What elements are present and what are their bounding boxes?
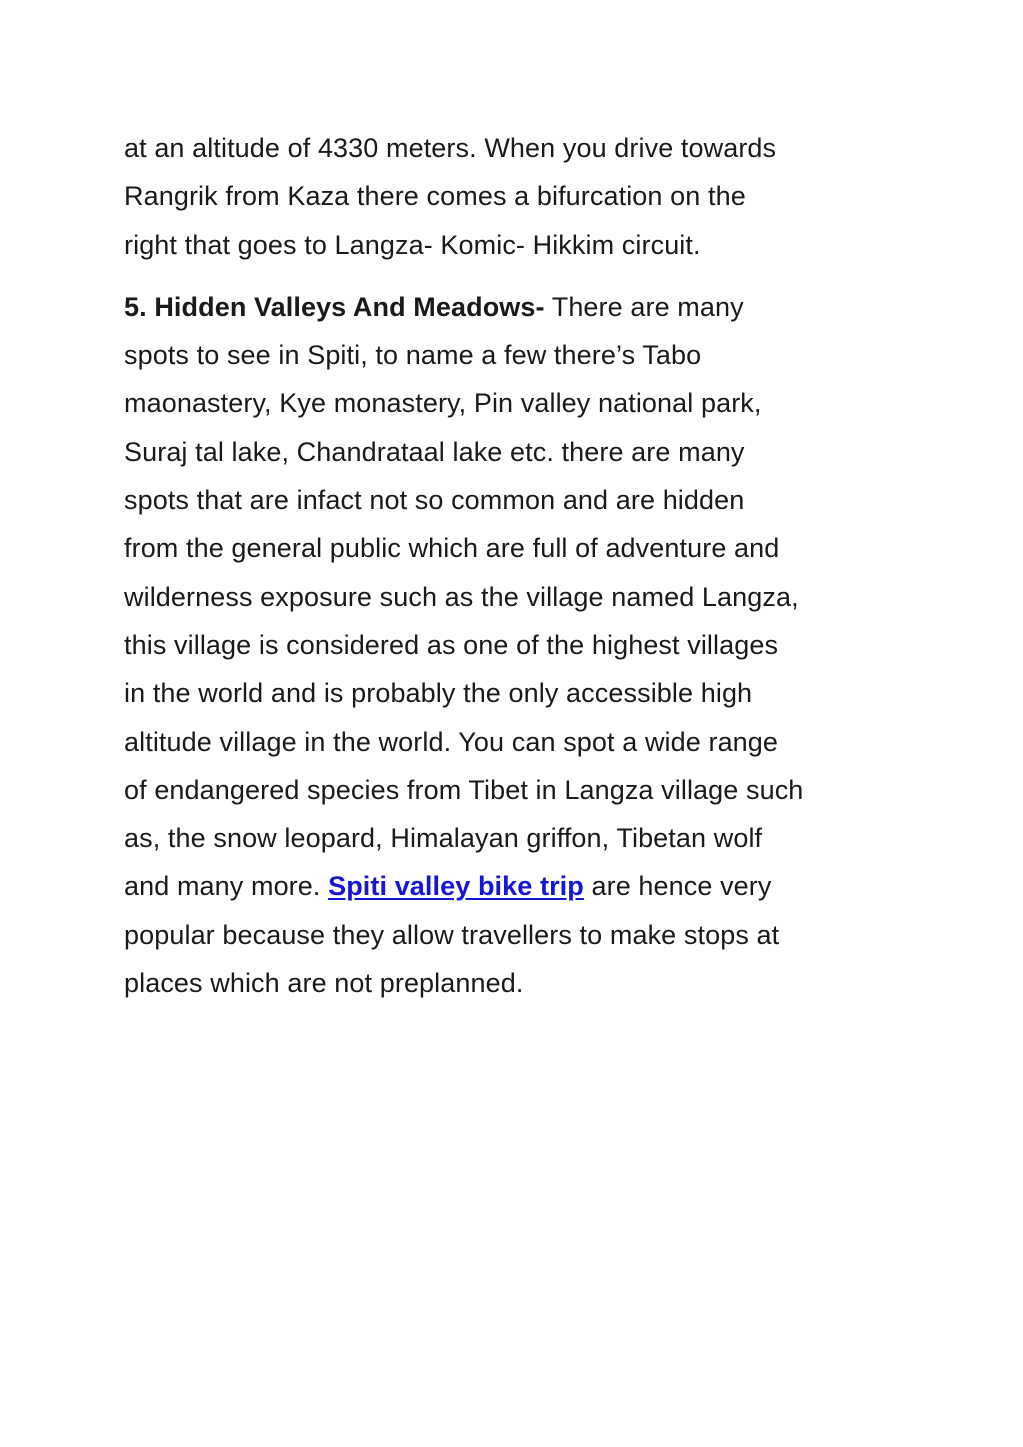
text-line: at an altitude of 4330 meters. When you drive towards xyxy=(124,133,777,163)
text-line xyxy=(124,862,914,910)
text-line: places which are not preplanned. xyxy=(124,968,524,999)
text-line: this village is considered as one of the highest villages xyxy=(124,629,779,660)
text-line: maonastery, Kye monastery, Pin valley national park, xyxy=(124,388,762,419)
text-line: altitude village in the world. You can spot a wide range xyxy=(124,726,779,757)
spiti-valley-bike-trip-link[interactable]: Spiti valley bike trip xyxy=(328,871,584,902)
text-line: right that goes to Langza- Komic- Hikkim circuit. xyxy=(124,229,701,260)
text-line: wilderness exposure such as the village named Langza, xyxy=(124,581,799,612)
text-fragment: are hence very xyxy=(583,871,772,902)
text-line: spots that are infact not so common and are hidden xyxy=(124,485,745,516)
text-line: spots to see in Spiti, to name a few there’s Tabo xyxy=(124,340,702,371)
text-line: of endangered species from Tibet in Langza village such xyxy=(124,774,804,805)
text-line: Rangrik from Kaza there comes a bifurcation on the xyxy=(124,181,746,212)
text-line: Suraj tal lake, Chandrataal lake etc. there are many xyxy=(124,436,745,467)
text-fragment: and many more. xyxy=(124,871,329,902)
text-line xyxy=(124,283,914,331)
section-heading: 5. Hidden Valleys And Meadows- xyxy=(124,291,545,322)
text-fragment: There are many xyxy=(544,291,744,322)
paragraph-altitude xyxy=(124,124,914,269)
paragraph-hidden-valleys xyxy=(124,283,914,1007)
document-body xyxy=(124,124,914,1007)
text-line: from the general public which are full of adventure and xyxy=(124,533,780,564)
text-line: popular because they allow travellers to make stops at xyxy=(124,919,780,950)
text-line: in the world and is probably the only accessible high xyxy=(124,678,753,709)
text-line: as, the snow leopard, Himalayan griffon, Tibetan wolf xyxy=(124,823,763,854)
